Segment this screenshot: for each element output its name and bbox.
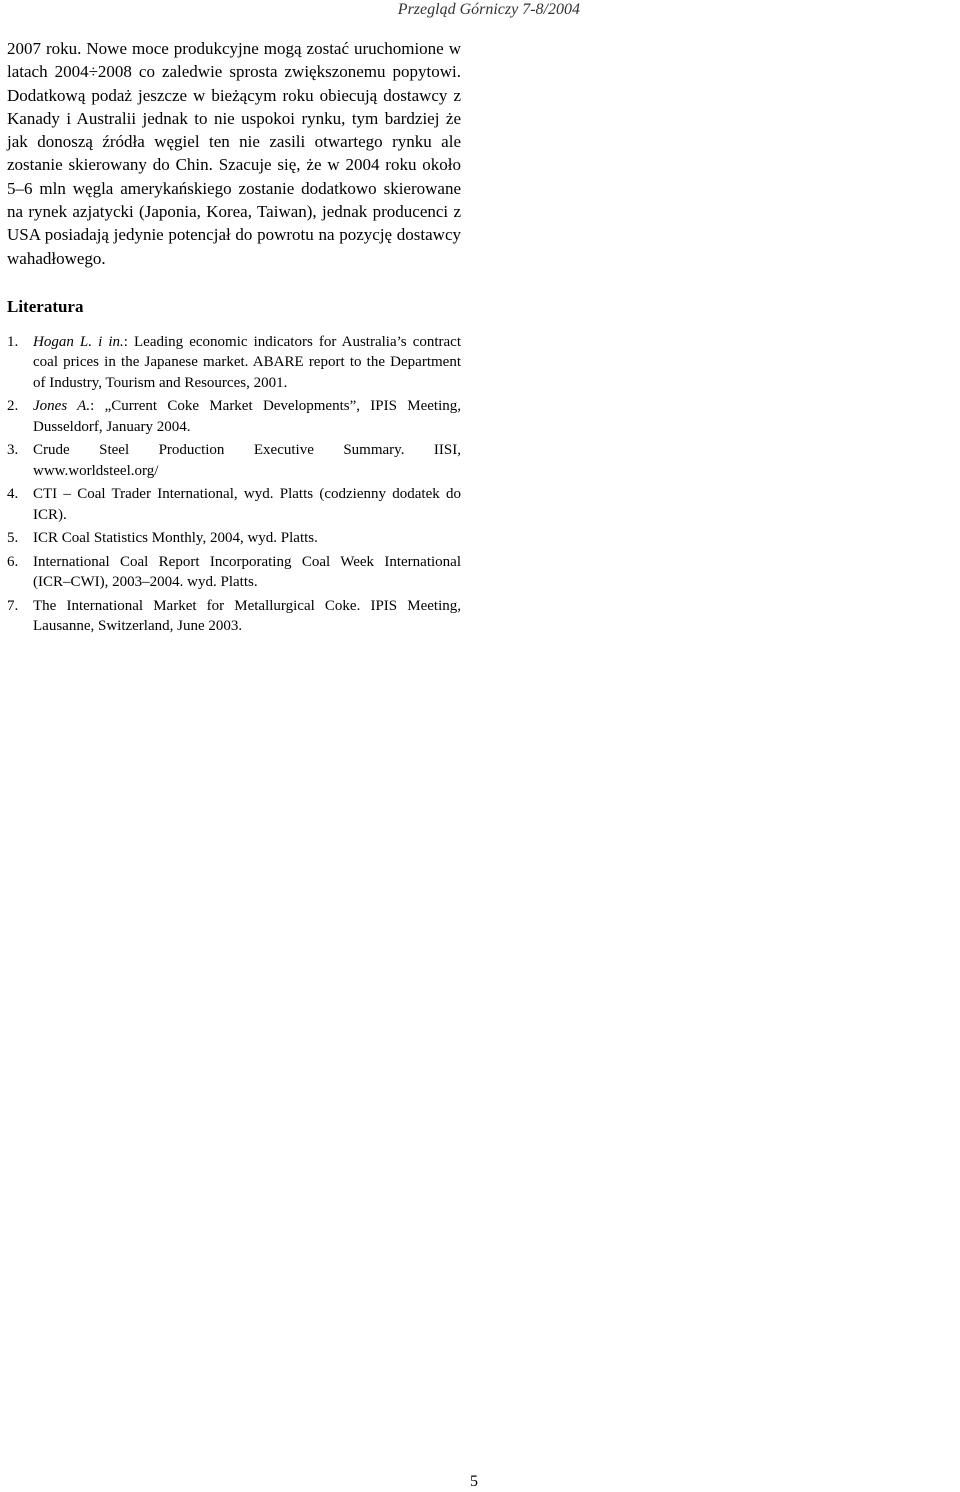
reference-item: [7, 552, 461, 593]
reference-item: [7, 528, 461, 549]
reference-text: [33, 528, 461, 549]
reference-text: [33, 440, 461, 481]
reference-number: 1.: [7, 333, 19, 350]
journal-header: Przegląd Górniczy 7-8/2004: [397, 1, 580, 18]
reference-item: [7, 596, 461, 637]
reference-text: [33, 552, 461, 593]
reference-number: 7.: [7, 597, 19, 614]
literature-heading: Literatura: [7, 296, 84, 316]
body-paragraph: 2007 roku. Nowe moce produkcyjne mogą zostać uruchomione w latach 2004÷2008 co zaledwie sprosta zwiększonemu popytowi. Dodatkową podaż jeszcze w bieżącym roku obiecują dostawcy z Kanady i Australii jednak to nie uspokoi rynku, tym bardziej że jak donoszą źródła węgiel ten nie zasili otwartego rynku ale zostanie skierowany do Chin. Szacuje się, że w 2004 roku około 5–6 mln węgla amerykańskiego zostanie dodatkowo skierowane na rynek azjatycki (Japonia, Korea, Taiwan), jednak producenci z USA posiadają jedynie potencjał do powrotu na pozycję dostawcy wahadłowego.: [7, 39, 461, 268]
reference-number: 4.: [7, 486, 19, 503]
text-column: [7, 37, 461, 640]
reference-text: [33, 396, 461, 437]
reference-text: [33, 596, 461, 637]
reference-item: [7, 484, 461, 525]
reference-details: : „Current Coke Market Developments”, IPIS Meeting, Dusseldorf, January 2004.: [33, 398, 462, 435]
reference-details: The International Market for Metallurgical Coke. IPIS Meeting, Lausanne, Switzerland, June 2003.: [33, 597, 461, 635]
reference-item: [7, 440, 461, 481]
reference-number: 2.: [7, 398, 19, 415]
reference-author: Hogan L. i in.: [33, 333, 124, 350]
reference-details: ICR Coal Statistics Monthly, 2004, wyd. Platts.: [33, 530, 318, 547]
reference-item: [7, 332, 461, 394]
reference-author: Jones A.: [33, 398, 91, 415]
reference-number: 6.: [7, 553, 19, 570]
reference-details: : Leading economic indicators for Australia’s contract coal prices in the Japanese market. ABARE report to the Department of Industry, Tourism and Resources, 2001.: [33, 333, 461, 391]
reference-list: [7, 332, 461, 637]
reference-details: Crude Steel Production Executive Summary. IISI, www.worldsteel.org/: [33, 442, 461, 479]
reference-item: [7, 396, 461, 437]
reference-details: CTI – Coal Trader International, wyd. Platts (codzienny dodatek do ICR).: [33, 486, 461, 523]
reference-details: International Coal Report Incorporating Coal Week International (ICR–CWI), 2003–2004. wyd. Platts.: [33, 553, 461, 591]
reference-number: 5.: [7, 530, 19, 547]
reference-text: [33, 332, 461, 394]
page-number: 5: [470, 1473, 478, 1490]
reference-number: 3.: [7, 442, 19, 459]
reference-text: [33, 484, 461, 525]
